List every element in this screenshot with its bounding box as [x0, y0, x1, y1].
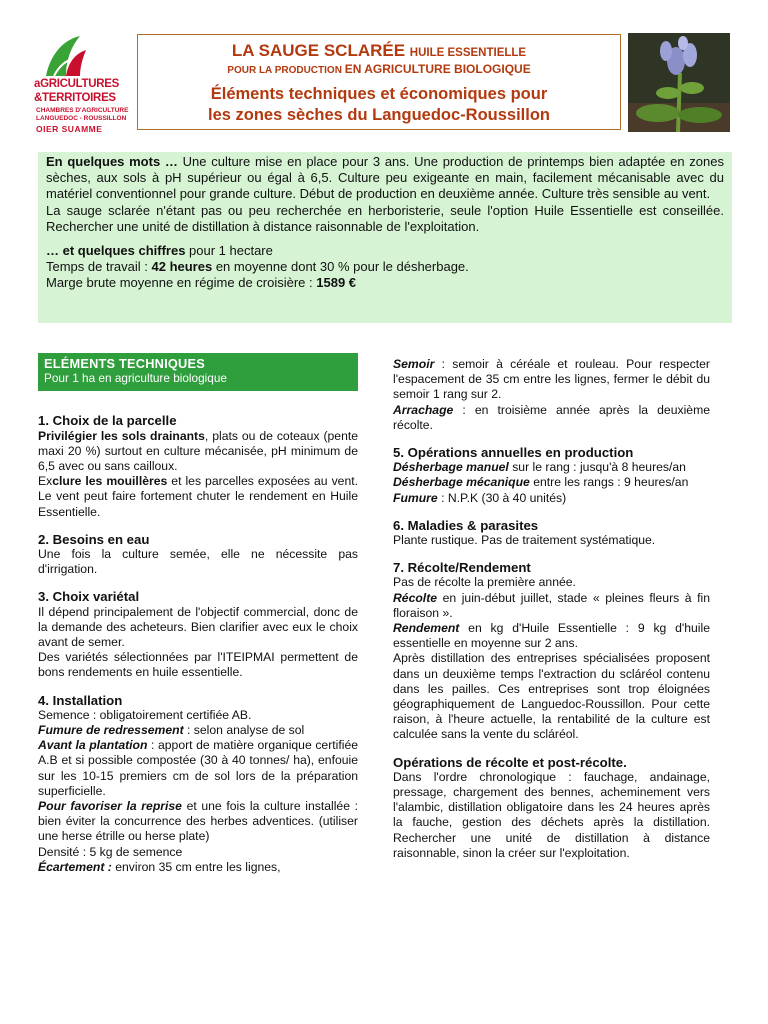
heading-harvest-yield: 7. Récolte/Rendement: [393, 560, 531, 576]
variety-text-1: Il dépend principalement de l'objectif commercial, donc de la demande des acheteurs. Bien clarifier avec eux le choix avant de semer.: [38, 604, 358, 650]
heading-variety-choice: 3. Choix variétal: [38, 589, 140, 605]
harvest-first-year: Pas de récolte la première année.: [393, 575, 576, 590]
work-time-value: 42 heures: [151, 259, 213, 275]
summary-intro: [46, 154, 724, 203]
mechanical-weeding-text: entre les rangs : 9 heures/an: [529, 475, 689, 490]
left-column: [38, 353, 358, 875]
heading-post-harvest: Opérations de récolte et post-récolte.: [393, 754, 627, 770]
logo-line-1: aGRICULTURES: [34, 78, 119, 90]
right-column: [393, 357, 710, 861]
fertilizer-text: : selon analyse de sol: [183, 723, 305, 738]
sage-flower-icon: [628, 33, 730, 132]
logo-line-4: LANGUEDOC - ROUSSILLON: [36, 115, 127, 122]
diseases-text: Plante rustique. Pas de traitement systématique.: [393, 533, 656, 548]
parcel-text-2a: Ex: [38, 474, 53, 489]
summary-figures-label: … et quelques chiffres: [46, 243, 186, 259]
variety-text-2: Des variétés sélectionnées par l'ITEIPMAI permettent de bons rendements en huile essentielle.: [38, 650, 358, 680]
heading-annual-operations: 5. Opérations annuelles en production: [393, 445, 634, 461]
water-text: Une fois la culture semée, elle ne nécessite pas d'irrigation.: [38, 547, 358, 577]
seeder-para: [393, 357, 710, 403]
work-time-rest: en moyenne dont 30 % pour le désherbage.: [212, 259, 469, 275]
heading-water-needs: 2. Besoins en eau: [38, 531, 150, 547]
summary-intro-text: Une culture mise en place pour 3 ans. Une production de printemps bien adaptée en zones sèches, aux sols à pH supérieur ou égal à 6,5. Culture peu exigeante en main, facilement mécanisable avec du matériel conventionnel pour grande culture. Début de production en deuxième année. Culture très sensible au vent.: [46, 154, 725, 202]
document-title: [138, 41, 620, 61]
yield-text: en kg d'Huile Essentielle : 9 kg d'huile essentielle en moyenne sur 2 ans.: [393, 621, 710, 651]
installation-recovery: [38, 799, 358, 845]
parcel-bold-2: clure les mouillères: [52, 474, 168, 489]
fertilization-label: Fumure: [393, 490, 438, 505]
gross-margin-label: Marge brute moyenne en régime de croisière :: [46, 275, 317, 291]
parcel-bold-1: Privilégier les sols drainants: [38, 428, 205, 443]
logo-line-3: CHAMBRES D'AGRICULTURE: [36, 107, 129, 114]
gross-margin-value: 1589 €: [316, 275, 357, 291]
fertilizer-label: Fumure de redressement: [38, 723, 184, 738]
seeder-text: : semoir à céréale et rouleau. Pour respecter l'espacement de 35 cm entre les lignes, fermer le débit du semoir 1 rang sur 2.: [393, 357, 710, 402]
summary-figures: [46, 243, 724, 259]
spacing-label: Écartement :: [38, 859, 112, 874]
sage-photo: [628, 33, 730, 132]
title-box: [137, 34, 621, 130]
subtitle-main: EN AGRICULTURE BIOLOGIQUE: [344, 62, 531, 76]
section-title: ELÉMENTS TECHNIQUES: [44, 356, 205, 371]
spacing-text: environ 35 cm entre les lignes,: [111, 859, 281, 874]
work-time-label: Temps de travail :: [46, 259, 152, 275]
parcel-text-1: , plats ou de coteaux (pente maxi 20 %) surtout en culture mécanisée, pH minimum de 6,5 avec ou sans cailloux.: [38, 428, 359, 474]
document-subtitle: [138, 62, 620, 76]
summary-figures-text: pour 1 hectare: [185, 243, 273, 259]
installation-fertilizer: [38, 723, 358, 738]
mechanical-weeding-label: Désherbage mécanique: [393, 475, 530, 490]
subtitle-prefix: POUR LA PRODUCTION: [227, 65, 342, 76]
logo-line-2: &TERRITOIRES: [34, 92, 116, 104]
section-subtitle: Pour 1 ha en agriculture biologique: [44, 371, 227, 386]
title-suffix: HUILE ESSENTIELLE: [409, 47, 527, 59]
section-banner: [38, 353, 358, 391]
document-heading: [138, 84, 620, 126]
heading-parcel-choice: 1. Choix de la parcelle: [38, 413, 177, 429]
uprooting-label: Arrachage: [393, 402, 454, 417]
parcel-para-2: [38, 474, 358, 520]
manual-weeding: [393, 460, 710, 475]
logo-line-5: OIER SUAMME: [36, 124, 103, 134]
mechanical-weeding: [393, 475, 710, 490]
installation-seed: Semence : obligatoirement certifiée AB.: [38, 707, 252, 722]
yield-label: Rendement: [393, 621, 460, 636]
post-harvest-text: Dans l'ordre chronologique : fauchage, andainage, pressage, chargement des bennes, acheminement vers l'alambic, distillation obligatoire dans les 24 heures après la fauche, gestion des déchets après la distillation. Rechercher une unité de distillation à distance raisonnable, sinon la créer sur l'exploitation.: [393, 769, 710, 860]
title-main: LA SAUGE SCLARÉE: [231, 41, 406, 60]
recovery-label: Pour favoriser la reprise: [38, 799, 182, 814]
installation-before-planting: [38, 738, 358, 799]
summary-para-2: La sauge sclarée n'étant pas ou peu recherchée en herboristerie, seule l'option Huile Essentielle est conseillée. Rechercher une unité de distillation à distance raisonnable de l'exploitation.: [46, 202, 724, 234]
fertilization-text: : N.P.K (30 à 40 unités): [437, 490, 567, 505]
installation-density: Densité : 5 kg de semence: [38, 844, 183, 859]
heading-line-2: les zones sèches du Languedoc-Roussillon: [208, 106, 550, 124]
parcel-text-2b: et les parcelles exposées au vent. Le vent peut faire fortement chuter le rendement en Huile Essentielle.: [38, 474, 359, 519]
summary-gross-margin: [46, 275, 724, 291]
installation-spacing: [38, 860, 358, 875]
heading-installation: 4. Installation: [38, 692, 123, 708]
logo-mark-icon: [40, 34, 96, 78]
uprooting-text: : en troisième année après la deuxième récolte.: [393, 402, 710, 432]
fertilization: [393, 491, 710, 506]
manual-weeding-text: sur le rang : jusqu'à 8 heures/an: [508, 460, 686, 475]
before-planting-label: Avant la plantation: [38, 738, 148, 753]
heading-diseases: 6. Maladies & parasites: [393, 517, 539, 533]
heading-line-1: Éléments techniques et économiques pour: [210, 85, 548, 103]
harvest-label: Récolte: [393, 590, 438, 605]
harvest-text: en juin-début juillet, stade « pleines fleurs à fin floraison ».: [393, 590, 710, 620]
summary-box: [38, 152, 732, 323]
recovery-text: et une fois la culture installée : bien éviter la concurrence des herbes adventices. (utiliser une herse étrille ou herse plate): [38, 799, 358, 844]
harvest-timing: [393, 591, 710, 621]
sclareol-text: Après distillation des entreprises spécialisées proposent dans un deuxième temps l'extraction du scláréol contenu dans les pailles. Ces entreprises sont trop éloignées géographiquement de Languedoc-Roussillon. Pour cette raison, à l'heure actuelle, la rentabilité de la culture est calculée sans la vente du scláréol.: [393, 651, 710, 742]
organization-logo: [30, 34, 130, 134]
seeder-label: Semoir: [393, 357, 435, 371]
summary-intro-label: En quelques mots …: [46, 154, 178, 169]
uprooting-para: [393, 403, 710, 433]
parcel-para-1: [38, 429, 358, 475]
before-planting-text: : apport de matière organique certifiée A.B et si possible compostée (30 à 40 tonnes/ ha), enfouie sur les 10-15 premiers cm de sol lors de la préparation superficielle.: [38, 738, 358, 798]
yield: [393, 621, 710, 651]
summary-work-time: [46, 259, 724, 275]
manual-weeding-label: Désherbage manuel: [393, 460, 509, 475]
